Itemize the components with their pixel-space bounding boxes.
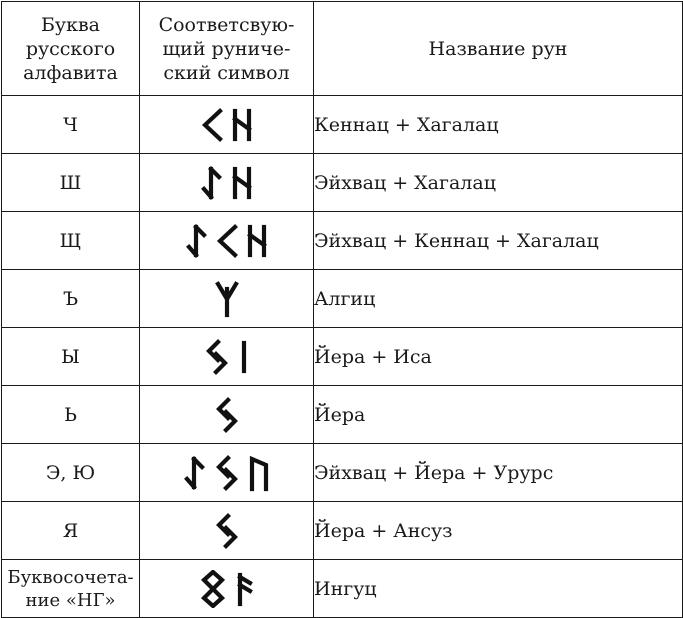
header-rune (140, 2, 314, 96)
table-row (2, 328, 683, 386)
table-body (2, 96, 683, 618)
rune-symbols (200, 570, 254, 608)
cell-rune (140, 212, 314, 270)
table-row (2, 154, 683, 212)
rune-jera-icon (219, 400, 235, 430)
header-letter (2, 2, 140, 96)
rune-kennaz-icon (220, 227, 235, 255)
rune-symbols (201, 164, 253, 202)
rune-symbols (184, 454, 270, 492)
rune-symbols (204, 338, 250, 376)
cell-rune (140, 328, 314, 386)
rune-symbols (214, 280, 240, 318)
rune-symbols (186, 222, 268, 260)
cell-rune-name: Йера + Ансуз (314, 502, 683, 560)
cell-rune (140, 444, 314, 502)
cell-rune-name: Йера (314, 386, 683, 444)
table-row (2, 444, 683, 502)
rune-uruz-icon (252, 459, 266, 489)
table-row (2, 502, 683, 560)
header-name: Название рун (314, 2, 683, 96)
rune-eihwaz-icon (204, 169, 219, 197)
rune-symbols (214, 512, 240, 550)
cell-rune-name: Эйхвац + Кеннац + Хагалац (314, 212, 683, 270)
rune-ansuz-icon (240, 575, 250, 604)
rune-hagalaz-icon (235, 169, 249, 197)
cell-rune (140, 560, 314, 618)
cell-letter: Ъ (2, 270, 140, 328)
cell-letter: Ы (2, 328, 140, 386)
header-rune-line: Соответсвую- (158, 13, 295, 36)
cell-rune-name: Йера + Иса (314, 328, 683, 386)
header-row (2, 2, 683, 96)
rune-eihwaz-icon (187, 459, 202, 487)
cell-letter (2, 560, 140, 618)
cell-rune (140, 502, 314, 560)
cell-letter: Щ (2, 212, 140, 270)
cell-letter: Ь (2, 386, 140, 444)
cell-letter: Ч (2, 96, 140, 154)
cell-rune (140, 154, 314, 212)
rune-symbols (201, 106, 253, 144)
cell-rune-name: Алгиц (314, 270, 683, 328)
rune-hagalaz-icon (235, 111, 249, 139)
header-letter-line: алфавита (23, 61, 118, 84)
table-row (2, 212, 683, 270)
table-row (2, 386, 683, 444)
cell-rune-name: Эйхвац + Хагалац (314, 154, 683, 212)
rune-hagalaz-icon (250, 227, 264, 255)
cell-letter: Ш (2, 154, 140, 212)
rune-table (1, 1, 683, 618)
cell-rune-name: Ингуц (314, 560, 683, 618)
rune-kennaz-icon (205, 111, 220, 139)
header-letter-line: русского (25, 37, 116, 60)
cell-letter: Я (2, 502, 140, 560)
table-row (2, 96, 683, 154)
rune-jera-icon (219, 458, 235, 488)
rune-jera-icon (219, 516, 235, 546)
header-letter-line: Буква (40, 13, 101, 36)
header-rune-line: ский символ (163, 61, 290, 84)
rune-jera-icon (209, 342, 225, 372)
header-rune-line: щий руниче- (162, 37, 291, 60)
table-row (2, 270, 683, 328)
letter-line: Буквосочета- (7, 566, 134, 588)
cell-rune-name: Кеннац + Хагалац (314, 96, 683, 154)
table-row (2, 560, 683, 618)
rune-symbols (214, 396, 240, 434)
cell-rune-name: Эйхвац + Йера + Уруpс (314, 444, 683, 502)
cell-rune (140, 96, 314, 154)
rune-eihwaz-icon (189, 227, 204, 255)
letter-line: ние «НГ» (25, 589, 116, 611)
cell-rune (140, 386, 314, 444)
rune-ingwaz-icon (204, 572, 222, 606)
cell-letter: Э, Ю (2, 444, 140, 502)
rune-algiz-icon (218, 284, 236, 315)
cell-rune (140, 270, 314, 328)
